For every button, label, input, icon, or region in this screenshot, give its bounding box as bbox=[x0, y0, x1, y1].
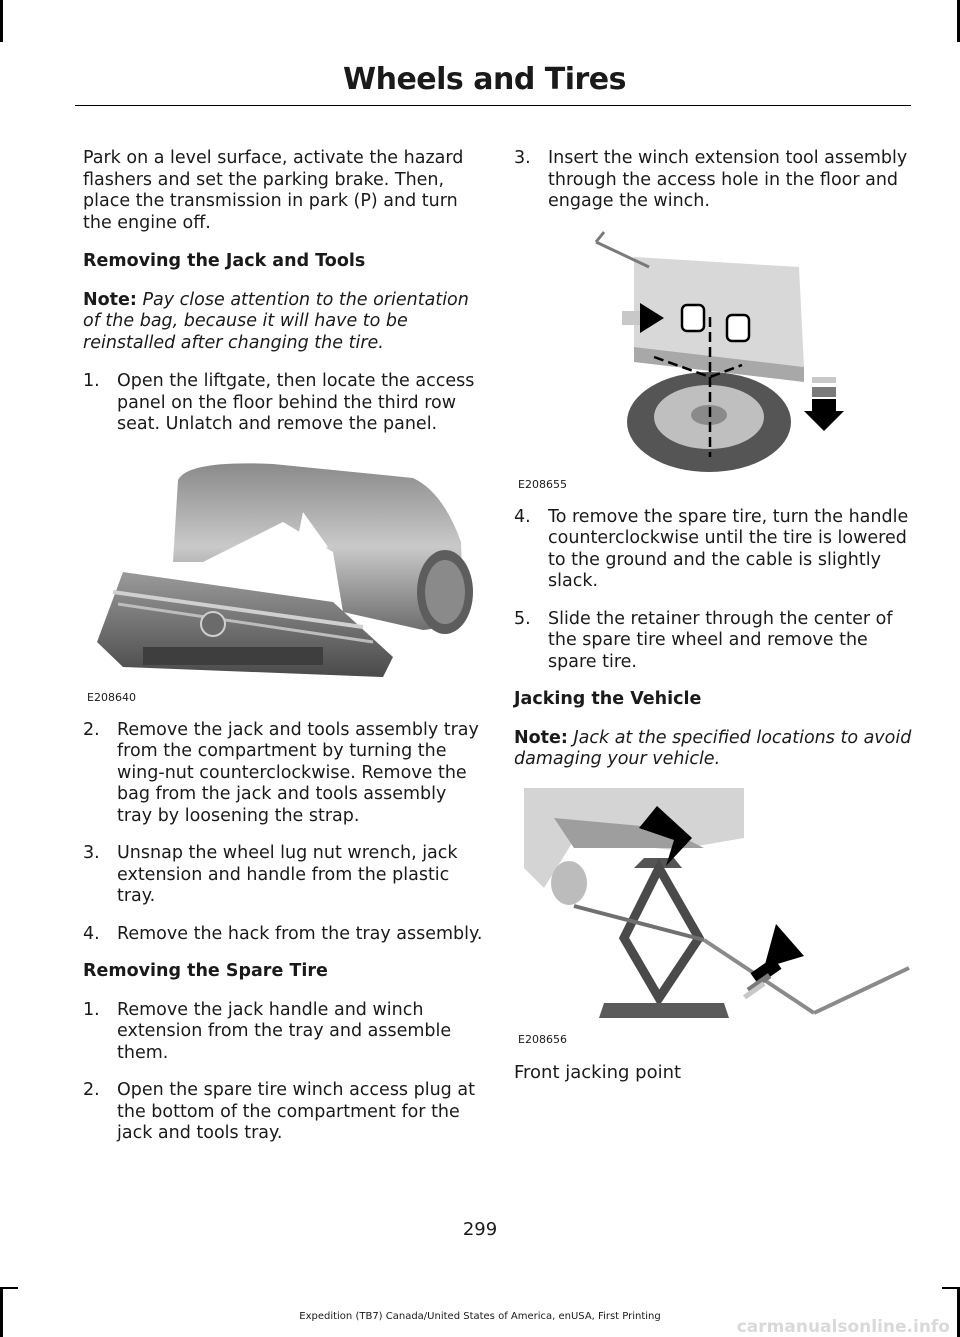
heading-removing-spare-tire: Removing the Spare Tire bbox=[83, 961, 328, 981]
right-column bbox=[514, 148, 914, 1100]
jack-tray-illustration bbox=[83, 452, 483, 688]
step-text: To remove the spare tire, turn the handle counterclockwise until the tire is lowered to the ground and the cable is slightly slack. bbox=[548, 506, 909, 591]
step-text: Remove the jack and tools assembly tray from the compartment by turning the wing-nut counterclockwise. Remove the bag from the jack and tools assembly tray by loosening the strap. bbox=[117, 719, 479, 826]
list-item bbox=[83, 924, 483, 946]
step-text: Unsnap the wheel lug nut wrench, jack extension and handle from the plastic tray. bbox=[117, 843, 458, 906]
intro-paragraph: Park on a level surface, activate the hazard flashers and set the parking brake. Then, place the transmission in park (P) and turn the engine off. bbox=[83, 148, 464, 233]
steps-spare bbox=[83, 1000, 483, 1145]
figure-jack-tray bbox=[83, 452, 483, 704]
step-text: Remove the hack from the tray assembly. bbox=[117, 923, 483, 944]
figure-code: E208655 bbox=[518, 477, 567, 491]
page-title: Wheels and Tires bbox=[343, 62, 626, 97]
watermark: carmanualsonline.info bbox=[736, 1317, 950, 1337]
note-orientation bbox=[83, 290, 483, 355]
steps-jack-1 bbox=[83, 371, 483, 436]
step-text: Insert the winch extension tool assembly through the access hole in the floor and engage the winch. bbox=[548, 148, 908, 211]
figure-caption: Front jacking point bbox=[514, 1061, 682, 1083]
step-number: 2. bbox=[83, 1080, 100, 1100]
header-rule bbox=[75, 105, 911, 106]
step-text: Slide the retainer through the center of the spare tire wheel and remove the spare tire. bbox=[548, 608, 893, 672]
left-column bbox=[83, 148, 483, 1161]
crop-mark-bottom-right-h bbox=[942, 1287, 960, 1289]
steps-remove-spare bbox=[514, 507, 914, 674]
step-text: Remove the jack handle and winch extension from the tray and assemble them. bbox=[117, 999, 452, 1063]
note-text: Pay close attention to the orientation of the bag, because it will have to be reinstalled after changing the tire. bbox=[83, 289, 469, 353]
note-text: Jack at the specified locations to avoid damaging your vehicle. bbox=[514, 727, 912, 769]
step-number: 2. bbox=[83, 719, 100, 740]
step-number: 1. bbox=[83, 371, 100, 391]
step-number: 3. bbox=[514, 148, 531, 168]
step-number: 5. bbox=[514, 608, 531, 629]
step-number: 4. bbox=[514, 506, 531, 527]
note-jack-locations bbox=[514, 728, 914, 771]
step-text: Open the spare tire winch access plug at the bottom of the compartment for the jack and tools tray. bbox=[117, 1080, 475, 1143]
footer-text: Expedition (TB7) Canada/United States of America, enUSA, First Printing bbox=[299, 1311, 661, 1322]
jacking-illustration bbox=[514, 788, 914, 1032]
step-number: 4. bbox=[83, 923, 100, 944]
steps-jack-2 bbox=[83, 720, 483, 946]
list-item bbox=[83, 843, 483, 908]
note-label: Note: bbox=[514, 727, 568, 748]
step-text: Open the liftgate, then locate the access panel on the floor behind the third row seat. Unlatch and remove the panel. bbox=[117, 371, 475, 434]
figure-winch bbox=[514, 227, 914, 491]
list-item bbox=[83, 1080, 483, 1145]
winch-illustration bbox=[514, 227, 914, 477]
list-item bbox=[83, 1000, 483, 1065]
steps-winch bbox=[514, 148, 914, 213]
crop-mark-top-left bbox=[0, 0, 3, 42]
heading-jacking-vehicle: Jacking the Vehicle bbox=[514, 689, 702, 709]
crop-mark-bottom-left-h bbox=[0, 1287, 18, 1289]
list-item bbox=[83, 371, 483, 436]
list-item bbox=[514, 609, 914, 674]
list-item bbox=[514, 148, 914, 213]
note-label: Note: bbox=[83, 289, 137, 310]
step-number: 3. bbox=[83, 843, 100, 863]
page-number: 299 bbox=[462, 1219, 498, 1240]
step-number: 1. bbox=[83, 999, 100, 1020]
figure-jacking bbox=[514, 788, 914, 1046]
figure-code: E208656 bbox=[518, 1032, 567, 1046]
heading-removing-jack-tools: Removing the Jack and Tools bbox=[83, 251, 366, 271]
list-item bbox=[83, 720, 483, 828]
figure-code: E208640 bbox=[87, 690, 136, 704]
list-item bbox=[514, 507, 914, 593]
